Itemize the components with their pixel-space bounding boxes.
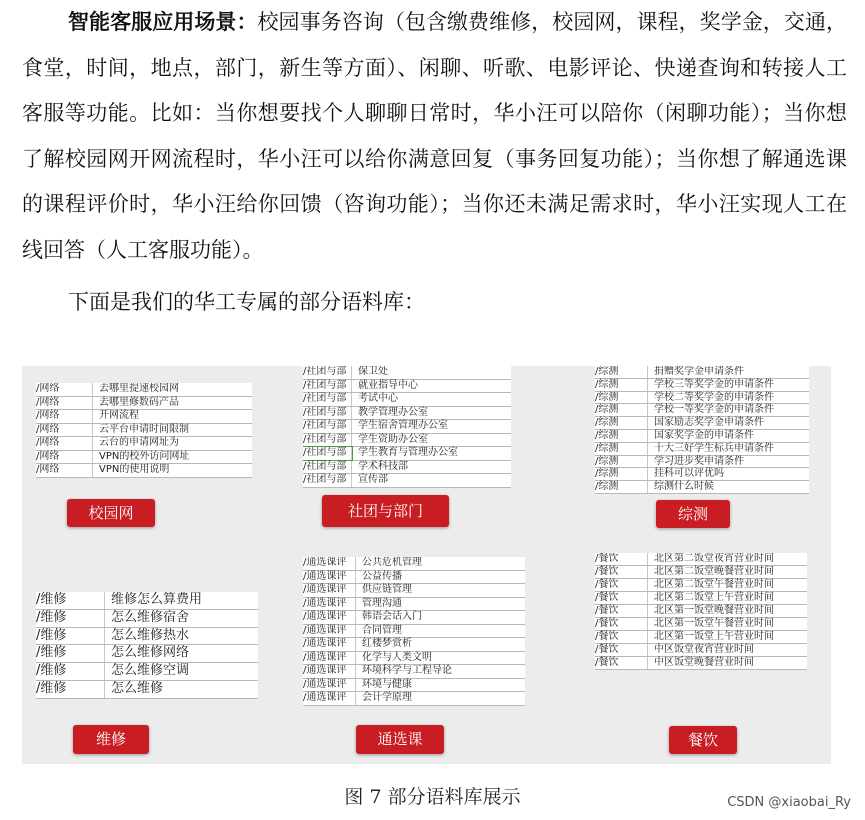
corpus-table-elective-courses bbox=[303, 557, 525, 706]
corpus-table-clubs-departments bbox=[303, 366, 511, 488]
corpus-category-cell: /维修 bbox=[36, 663, 105, 680]
corpus-row bbox=[595, 657, 807, 670]
corpus-question-cell: 学生宿舍管理办公室 bbox=[358, 420, 448, 431]
category-button-repair: 维修 bbox=[73, 725, 149, 754]
corpus-question-cell: 维修怎么算费用 bbox=[111, 592, 203, 607]
corpus-question-cell: 去哪里修数码产品 bbox=[99, 396, 179, 408]
corpus-row bbox=[303, 434, 511, 448]
corpus-category-cell: /综测 bbox=[595, 430, 648, 442]
corpus-table-dining bbox=[595, 553, 807, 670]
corpus-question-cell: 综测什么时候 bbox=[654, 481, 714, 493]
corpus-question-cell: 怎么维修空调 bbox=[111, 663, 190, 679]
corpus-question-cell: 会计学原理 bbox=[362, 692, 412, 703]
corpus-category-cell: /餐饮 bbox=[595, 618, 648, 630]
corpus-category-cell: /餐饮 bbox=[595, 657, 648, 669]
corpus-row bbox=[36, 628, 258, 646]
corpus-row bbox=[595, 430, 809, 443]
corpus-category-cell: /综测 bbox=[595, 443, 648, 455]
corpus-category-cell: /通选课评 bbox=[303, 598, 356, 611]
corpus-category-cell: /社团与部 bbox=[303, 447, 352, 460]
corpus-category-cell: /网络 bbox=[36, 383, 93, 396]
intro-body: 校园事务咨询（包含缴费维修，校园网，课程，奖学金，交通，食堂，时间，地点，部门，新生等方面）、闲聊、听歌、电影评论、快递查询和转接人工客服等功能。比如：当你想要找个人聊聊日常时，华小汪可以陪你（闲聊功能）；当你想了解校园网开网流程时，华小汪可以给你满意回复（事务回复功能）；当你想了解通选课的课程评价时，华小汪给你回馈（咨询功能）；当你还未满足需求时，华小汪实现人工在线回答（人工客服功能）。 bbox=[22, 10, 847, 262]
corpus-row bbox=[303, 611, 525, 625]
corpus-question-cell: 中区饭堂晚餐营业时间 bbox=[654, 657, 754, 668]
corpus-row bbox=[595, 468, 809, 481]
corpus-row bbox=[303, 584, 525, 598]
corpus-category-cell: /社团与部 bbox=[303, 420, 352, 433]
corpus-table-repair bbox=[36, 592, 258, 699]
corpus-question-cell: 北区第一饭堂午餐营业时间 bbox=[654, 618, 774, 629]
corpus-question-cell: 保卫处 bbox=[358, 366, 388, 377]
corpus-row bbox=[36, 424, 252, 438]
corpus-row bbox=[303, 598, 525, 612]
corpus-question-cell: VPN的校外访问网址 bbox=[99, 450, 190, 462]
corpus-category-cell: /综测 bbox=[595, 392, 648, 404]
corpus-question-cell: VPN的使用说明 bbox=[99, 464, 170, 475]
corpus-row bbox=[595, 644, 807, 657]
category-button-campus-network: 校园网 bbox=[67, 499, 155, 527]
corpus-category-cell: /维修 bbox=[36, 628, 105, 645]
corpus-row bbox=[36, 464, 252, 478]
corpus-question-cell: 怎么维修 bbox=[111, 680, 164, 696]
corpus-row bbox=[595, 392, 809, 405]
corpus-row bbox=[303, 474, 511, 488]
corpus-question-cell: 北区第二饭堂晚餐营业时间 bbox=[654, 566, 774, 577]
corpus-category-cell: /通选课评 bbox=[303, 584, 356, 597]
corpus-question-cell: 怎么维修宿舍 bbox=[111, 609, 190, 625]
corpus-question-cell: 北区第一饭堂晚餐营业时间 bbox=[654, 605, 774, 616]
corpus-category-cell: /网络 bbox=[36, 437, 93, 450]
corpus-category-cell: /通选课评 bbox=[303, 611, 356, 624]
corpus-row bbox=[595, 566, 807, 579]
corpus-intro-paragraph: 下面是我们的华工专属的部分语料库： bbox=[68, 290, 425, 314]
corpus-category-cell: /综测 bbox=[595, 404, 648, 416]
corpus-row bbox=[36, 397, 252, 411]
corpus-category-cell: /通选课评 bbox=[303, 625, 356, 638]
corpus-question-cell: 北区第一饭堂上午营业时间 bbox=[654, 631, 774, 642]
corpus-row bbox=[36, 645, 258, 663]
corpus-question-cell: 北区第二饭堂午餐营业时间 bbox=[654, 579, 774, 590]
corpus-row bbox=[303, 407, 511, 421]
corpus-row bbox=[36, 681, 258, 699]
corpus-question-cell: 红楼梦赏析 bbox=[362, 638, 412, 649]
corpus-question-cell: 学生资助办公室 bbox=[358, 433, 428, 445]
corpus-question-cell: 学校二等奖学金的申请条件 bbox=[654, 391, 774, 403]
corpus-row bbox=[303, 625, 525, 639]
corpus-row bbox=[303, 461, 511, 475]
corpus-table-assessment bbox=[595, 366, 809, 494]
corpus-category-cell: /社团与部 bbox=[303, 380, 352, 393]
corpus-row bbox=[595, 417, 809, 430]
figure-caption: 图 7 部分语料库展示 bbox=[344, 786, 521, 808]
corpus-question-cell: 云平台申请时间限制 bbox=[99, 423, 189, 435]
corpus-category-cell: /餐饮 bbox=[595, 631, 648, 643]
corpus-row bbox=[36, 663, 258, 681]
corpus-row bbox=[303, 638, 525, 652]
category-button-dining: 餐饮 bbox=[669, 726, 737, 754]
category-button-elective-courses: 通选课 bbox=[356, 725, 444, 754]
corpus-row bbox=[595, 404, 809, 417]
category-button-clubs-departments: 社团与部门 bbox=[322, 495, 449, 527]
corpus-question-cell: 管理沟通 bbox=[362, 597, 402, 609]
corpus-category-cell: /社团与部 bbox=[303, 474, 352, 487]
corpus-question-cell: 韩语会话入门 bbox=[362, 611, 422, 622]
corpus-row bbox=[303, 447, 511, 461]
corpus-category-cell: /通选课评 bbox=[303, 652, 356, 665]
corpus-category-cell: /网络 bbox=[36, 410, 93, 423]
corpus-question-cell: 化学与人类文明 bbox=[362, 651, 432, 663]
corpus-category-cell: /通选课评 bbox=[303, 571, 356, 584]
corpus-question-cell: 公益传播 bbox=[362, 570, 402, 582]
corpus-category-cell: /通选课评 bbox=[303, 665, 356, 678]
corpus-row bbox=[36, 451, 252, 465]
corpus-category-cell: /综测 bbox=[595, 379, 648, 391]
corpus-row bbox=[36, 383, 252, 397]
corpus-category-cell: /综测 bbox=[595, 417, 648, 429]
corpus-row bbox=[36, 437, 252, 451]
corpus-row bbox=[595, 618, 807, 631]
corpus-row bbox=[595, 379, 809, 392]
corpus-figure-panel bbox=[22, 366, 831, 764]
corpus-category-cell: /综测 bbox=[595, 481, 648, 493]
corpus-row bbox=[303, 665, 525, 679]
intro-paragraph bbox=[22, 0, 847, 274]
corpus-question-cell: 十大三好学生标兵申请条件 bbox=[654, 442, 774, 454]
corpus-row bbox=[303, 393, 511, 407]
corpus-category-cell: /综测 bbox=[595, 468, 648, 480]
corpus-question-cell: 挂科可以评优吗 bbox=[654, 468, 724, 480]
corpus-question-cell: 宣传部 bbox=[358, 474, 388, 485]
corpus-category-cell: /维修 bbox=[36, 681, 105, 698]
corpus-question-cell: 捐赠奖学金申请条件 bbox=[654, 366, 744, 377]
corpus-question-cell: 教学管理办公室 bbox=[358, 406, 428, 418]
corpus-category-cell: /网络 bbox=[36, 397, 93, 410]
corpus-question-cell: 北区第二饭堂上午营业时间 bbox=[654, 592, 774, 603]
corpus-question-cell: 国家励志奖学金申请条件 bbox=[654, 417, 764, 429]
corpus-row bbox=[303, 692, 525, 706]
corpus-question-cell: 环境科学与工程导论 bbox=[362, 665, 452, 676]
corpus-category-cell: /社团与部 bbox=[303, 393, 352, 406]
corpus-row bbox=[595, 631, 807, 644]
corpus-category-cell: /维修 bbox=[36, 610, 105, 627]
corpus-category-cell: /餐饮 bbox=[595, 579, 648, 591]
corpus-category-cell: /综测 bbox=[595, 366, 648, 378]
corpus-category-cell: /通选课评 bbox=[303, 679, 356, 692]
corpus-question-cell: 去哪里提速校园网 bbox=[99, 383, 179, 394]
corpus-category-cell: /社团与部 bbox=[303, 461, 352, 474]
corpus-question-cell: 中区饭堂夜宵营业时间 bbox=[654, 644, 754, 655]
corpus-row bbox=[595, 443, 809, 456]
corpus-question-cell: 学校一等奖学金的申请条件 bbox=[654, 404, 774, 416]
corpus-category-cell: /餐饮 bbox=[595, 553, 648, 565]
corpus-category-cell: /网络 bbox=[36, 424, 93, 437]
corpus-question-cell: 云台的申请网址为 bbox=[99, 437, 179, 448]
corpus-category-cell: /餐饮 bbox=[595, 644, 648, 656]
corpus-category-cell: /餐饮 bbox=[595, 605, 648, 617]
corpus-row bbox=[303, 652, 525, 666]
corpus-table-campus-network bbox=[36, 383, 252, 478]
corpus-category-cell: /维修 bbox=[36, 592, 105, 609]
corpus-category-cell: /社团与部 bbox=[303, 407, 352, 420]
corpus-row bbox=[595, 553, 807, 566]
corpus-category-cell: /餐饮 bbox=[595, 592, 648, 604]
corpus-category-cell: /社团与部 bbox=[303, 434, 352, 447]
corpus-category-cell: /综测 bbox=[595, 456, 648, 468]
corpus-question-cell: 环境与健康 bbox=[362, 678, 412, 690]
corpus-category-cell: /网络 bbox=[36, 451, 93, 464]
corpus-question-cell: 合同管理 bbox=[362, 624, 402, 636]
intro-lead: 智能客服应用场景： bbox=[68, 9, 258, 34]
corpus-question-cell: 公共危机管理 bbox=[362, 557, 422, 568]
corpus-question-cell: 学术科技部 bbox=[358, 460, 408, 472]
corpus-row bbox=[36, 592, 258, 610]
corpus-row bbox=[303, 366, 511, 380]
corpus-question-cell: 国家奖学金的申请条件 bbox=[654, 429, 754, 441]
corpus-question-cell: 怎么维修热水 bbox=[111, 627, 190, 643]
corpus-row bbox=[36, 410, 252, 424]
corpus-category-cell: /维修 bbox=[36, 645, 105, 662]
corpus-question-cell: 北区第二饭堂夜宵营业时间 bbox=[654, 553, 774, 564]
corpus-row bbox=[303, 420, 511, 434]
corpus-question-cell: 开网流程 bbox=[99, 410, 139, 421]
corpus-row bbox=[595, 605, 807, 618]
corpus-row bbox=[595, 456, 809, 469]
corpus-row bbox=[595, 592, 807, 605]
corpus-row bbox=[303, 679, 525, 693]
corpus-row bbox=[595, 366, 809, 379]
csdn-watermark: CSDN @xiaobai_Ry bbox=[727, 795, 851, 810]
corpus-row bbox=[303, 571, 525, 585]
corpus-category-cell: /餐饮 bbox=[595, 566, 648, 578]
corpus-question-cell: 供应链管理 bbox=[362, 584, 412, 595]
corpus-row bbox=[595, 579, 807, 592]
corpus-category-cell: /社团与部 bbox=[303, 366, 352, 379]
corpus-category-cell: /通选课评 bbox=[303, 692, 356, 705]
corpus-row bbox=[303, 380, 511, 394]
corpus-category-cell: /通选课评 bbox=[303, 638, 356, 651]
corpus-row bbox=[303, 557, 525, 571]
corpus-question-cell: 考试中心 bbox=[358, 393, 398, 404]
corpus-row bbox=[595, 481, 809, 494]
corpus-question-cell: 学生教育与管理办公室 bbox=[358, 447, 458, 458]
corpus-category-cell: /网络 bbox=[36, 464, 93, 477]
corpus-category-cell: /通选课评 bbox=[303, 557, 356, 570]
corpus-question-cell: 学校三等奖学金的申请条件 bbox=[654, 378, 774, 390]
corpus-question-cell: 学习进步奖申请条件 bbox=[654, 455, 744, 467]
corpus-question-cell: 怎么维修网络 bbox=[111, 645, 190, 661]
category-button-assessment: 综测 bbox=[656, 500, 730, 528]
corpus-question-cell: 就业指导中心 bbox=[358, 379, 418, 391]
corpus-row bbox=[36, 610, 258, 628]
